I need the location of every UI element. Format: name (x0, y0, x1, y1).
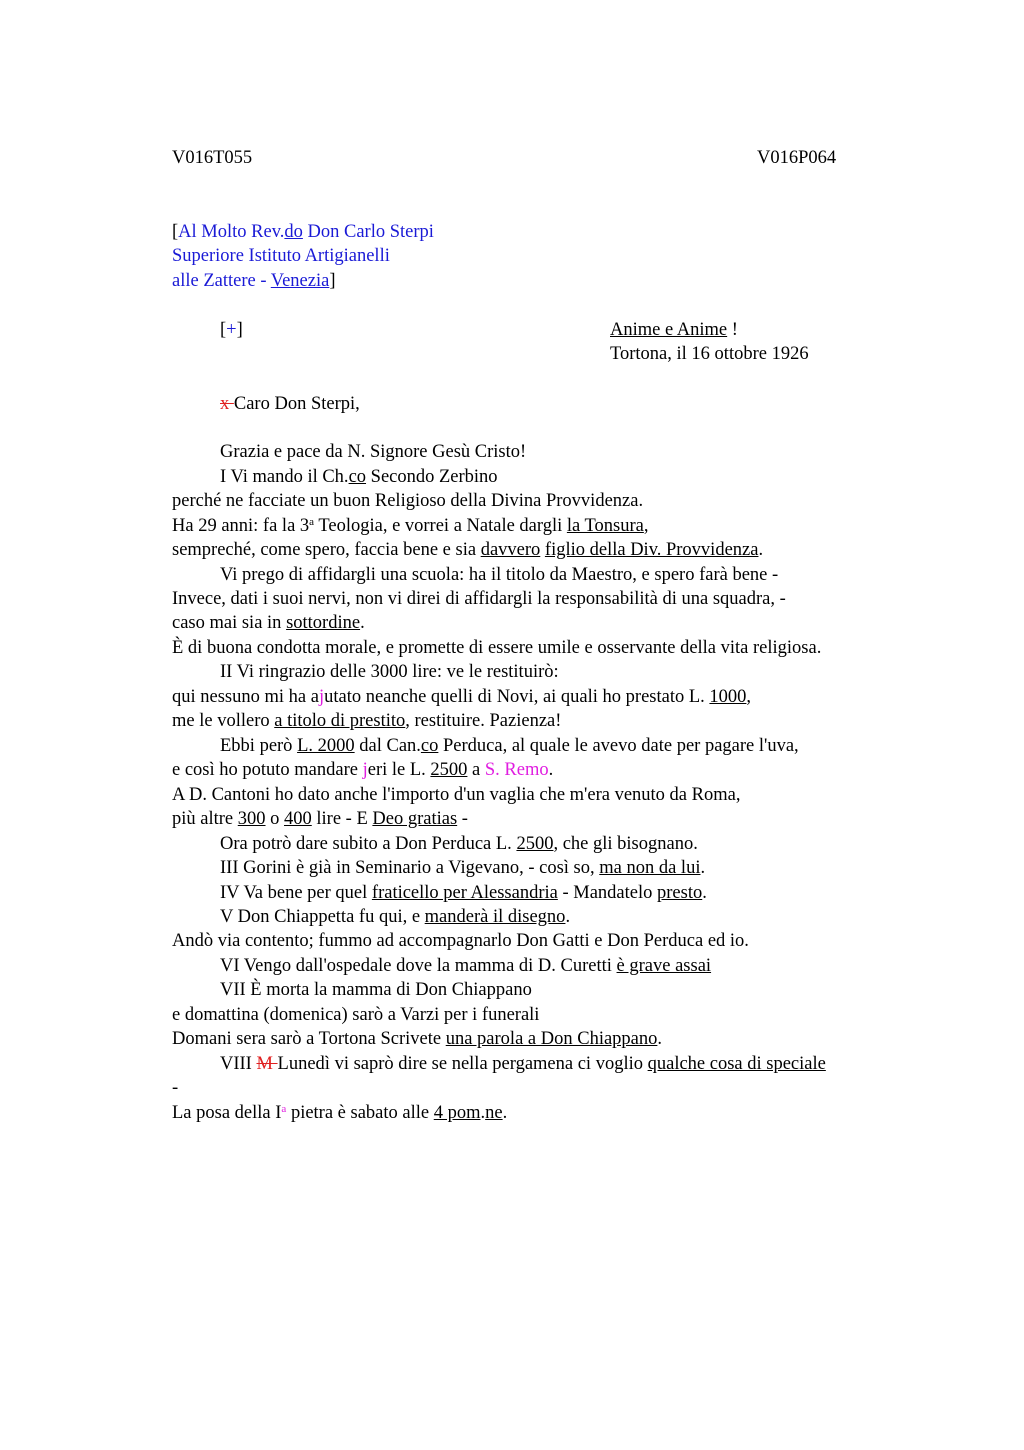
body-line: II Vi ringrazio delle 3000 lire: ve le restituirò: (220, 662, 559, 682)
body-line: Grazia e pace da N. Signore Gesù Cristo! (220, 442, 527, 462)
body-line: I Vi mando il Ch.co Secondo Zerbino (220, 467, 498, 487)
body-line: perché ne facciate un buon Religioso della Divina Provvidenza. (172, 491, 644, 511)
body-line: Domani sera sarò a Tortona Scrivete una parola a Don Chiappano. (172, 1029, 663, 1049)
body-line: Invece, dati i suoi nervi, non vi direi di affidargli la responsabilità di una squadra, - (172, 589, 786, 609)
body-line: - (172, 1078, 179, 1098)
body-line: Ora potrò dare subito a Don Perduca L. 2500, che gli bisognano. (220, 834, 698, 854)
body-line: più altre 300 o 400 lire - E Deo gratias - (172, 809, 468, 829)
body-line: V Don Chiappetta fu qui, e manderà il disegno. (220, 907, 571, 927)
body-line: IV Va bene per quel fraticello per Alessandria - Mandatelo presto. (220, 883, 707, 903)
body-line: È di buona condotta morale, e promette di essere umile e osservante della vita religiosa. (172, 638, 822, 658)
body-line: me le vollero a titolo di prestito, restituire. Pazienza! (172, 711, 562, 731)
body-line: Andò via contento; fummo ad accompagnarlo Don Gatti e Don Perduca ed io. (172, 931, 749, 951)
body-line: La posa della $I^a$ pietra è sabato alle 4 pom.ne. (172, 1103, 508, 1123)
address-line-2: Superiore Istituto Artigianelli (172, 246, 390, 266)
body-line: e domattina (domenica) sarò a Varzi per i funerali (172, 1005, 540, 1025)
body-line: VI Vengo dall'ospedale dove la mamma di D. Curetti è grave assai (220, 956, 712, 976)
body-line: caso mai sia in sottordine. (172, 613, 365, 633)
body-line: A D. Cantoni ho dato anche l'importo d'un vaglia che m'era venuto da Roma, (172, 785, 741, 805)
salutation: x Caro Don Sterpi, (220, 394, 360, 414)
body-line: VIII M Lunedì vi saprò dire se nella pergamena ci voglio qualche cosa di speciale (220, 1054, 826, 1074)
body-line: qui nessuno mi ha ajutato neanche quelli di Novi, ai quali ho prestato L. 1000, (172, 687, 752, 707)
body-line: Ebbi però L. 2000 dal Can.co Perduca, al quale le avevo date per pagare l'uva, (220, 736, 799, 756)
cross-mark: [+] (220, 320, 243, 340)
motto: Anime e Anime ! (610, 320, 738, 340)
cross-icon: + (226, 320, 237, 340)
body-line: III Gorini è già in Seminario a Vigevano, - così so, ma non da lui. (220, 858, 706, 878)
body-line: Vi prego di affidargli una scuola: ha il titolo da Maestro, e spero farà bene - (220, 565, 779, 585)
header-right-code: V016P064 (757, 148, 837, 168)
body-line: e così ho potuto mandare jeri le L. 2500 a S. Remo. (172, 760, 554, 780)
address-line-3: alle Zattere - Venezia] (172, 271, 336, 291)
address-line-1: [Al Molto Rev.do Don Carlo Sterpi (172, 222, 434, 242)
header-left-code: V016T055 (172, 148, 253, 168)
struck-letter: M (256, 1054, 278, 1074)
struck-letter: x (220, 394, 234, 414)
body-line: VII È morta la mamma di Don Chiappano (220, 980, 532, 1000)
body-line: sempreché, come spero, faccia bene e sia davvero figlio della Div. Provvidenza. (172, 540, 764, 560)
place-date: Tortona, il 16 ottobre 1926 (610, 344, 809, 364)
body-line: Ha 29 anni: fa la 3$^a$ Teologia, e vorrei a Natale dargli la Tonsura, (172, 516, 649, 536)
